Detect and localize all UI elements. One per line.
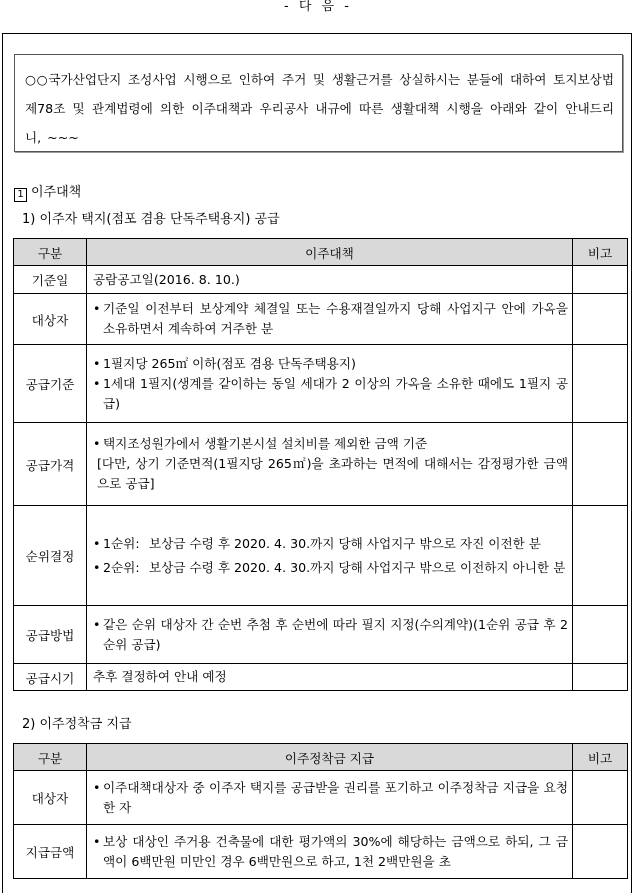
intro-box [14,54,623,152]
table-row [14,771,628,825]
bullet: • [93,355,101,371]
remarks-cell [573,266,628,294]
remarks-cell [573,664,628,691]
subsection-1-title: 1) 이주자 택지(점포 겸용 단독주택용지) 공급 [22,212,280,227]
row-content [87,825,573,879]
row-content [87,345,573,423]
note-text: [다만, 상기 기준면적(1필지당 265㎡)을 초과하는 면적에 대해서는 감정평가한 금액으로 공급] [97,456,568,491]
row-content [87,606,573,664]
row-content [87,423,573,506]
col-header-measure: 이주정착금 지급 [87,744,573,771]
table-row [14,825,628,879]
row-label: 공급시기 [14,664,87,691]
row-content [87,294,573,345]
table-row [14,266,628,294]
subsection-2-title: 2) 이주정착금 지급 [22,717,132,732]
remarks-cell [573,294,628,345]
bullet: • [93,535,101,551]
col-header-category: 구분 [14,239,87,266]
table-row [14,423,628,506]
row-label: 공급기준 [14,345,87,423]
row-label: 대상자 [14,294,87,345]
bullet-text: 이주대책대상자 중 이주자 택지를 공급받을 권리를 포기하고 이주정착금 지급을 요청한 자 [103,779,568,815]
row-text: 공람공고일(2016. 8. 10.) [93,271,240,287]
intro-text: ○○국가산업단지 조성사업 시행으로 인하여 주거 및 생활근거를 상실하시는 분들에 대하여 토지보상법 제78조 및 관계법령에 의한 이주대책과 우리공사 내규에 따른 생활대책 시행을 아래와 같이 안내드리니, ~~~ [25,72,614,145]
col-header-remarks: 비고 [573,744,628,771]
section-1-title [14,181,81,202]
bullet: • [93,301,101,316]
bullet: • [93,559,101,575]
rank-key: 1순위: [103,535,140,551]
row-label: 지급금액 [14,825,87,879]
page-header: - 다 음 - [284,0,352,14]
relocation-table [13,238,628,691]
rank-text: 보상금 수령 후 2020. 4. 30.까지 당해 사업지구 밖으로 자진 이전한 분 [149,535,541,551]
remarks-cell [573,423,628,506]
table-row [14,294,628,345]
bullet-text: 택지조성원가에서 생활기본시설 설치비를 제외한 금액 기준 [103,436,428,451]
remarks-cell [573,606,628,664]
table-row [14,664,628,691]
col-header-measure: 이주대책 [87,239,573,266]
bullet: • [93,779,101,795]
table-row [14,506,628,606]
row-content [87,664,573,691]
bullet-text: 보상 대상인 주거용 건축물에 대한 평가액의 30%에 해당하는 금액으로 하되, 그 금액이 6백만원 미만인 경우 6백만원으로 하고, 1천 2백만원을 초 [103,833,568,869]
settlement-table [13,743,628,879]
section-number-box: 1 [14,188,27,202]
remarks-cell [573,345,628,423]
remarks-cell [573,825,628,879]
bullet: • [93,375,101,391]
row-label: 기준일 [14,266,87,294]
table-row [14,345,628,423]
bullet: • [93,436,101,451]
row-text: 추후 결정하여 안내 예정 [93,669,227,684]
bullet-text: 기준일 이전부터 보상계약 체결일 또는 수용재결일까지 당해 사업지구 안에 가옥을 소유하면서 계속하여 거주한 분 [103,301,568,336]
bullet-text: 1세대 1필지(생계를 같이하는 동일 세대가 2 이상의 가옥을 소유한 때에도 1필지 공급) [103,375,568,411]
col-header-category: 구분 [14,744,87,771]
section-title-text: 이주대책 [31,185,82,200]
row-label: 순위결정 [14,506,87,606]
row-label: 공급가격 [14,423,87,506]
rank-text: 보상금 수령 후 2020. 4. 30.까지 당해 사업지구 밖으로 이전하지 아니한 분 [149,559,566,575]
row-label: 대상자 [14,771,87,825]
bullet: • [93,833,101,849]
row-content [87,266,573,294]
row-content [87,771,573,825]
bullet: • [93,616,101,632]
col-header-remarks: 비고 [573,239,628,266]
table-row [14,606,628,664]
bullet-text: 1필지당 265㎡ 이하(점포 겸용 단독주택용지) [103,355,356,371]
bullet-text: 같은 순위 대상자 간 순번 추첨 후 순번에 따라 필지 지정(수의계약)(1순위 공급 후 2순위 공급) [103,616,568,652]
remarks-cell [573,506,628,606]
rank-key: 2순위: [103,559,140,575]
remarks-cell [573,771,628,825]
row-label: 공급방법 [14,606,87,664]
row-content [87,506,573,606]
